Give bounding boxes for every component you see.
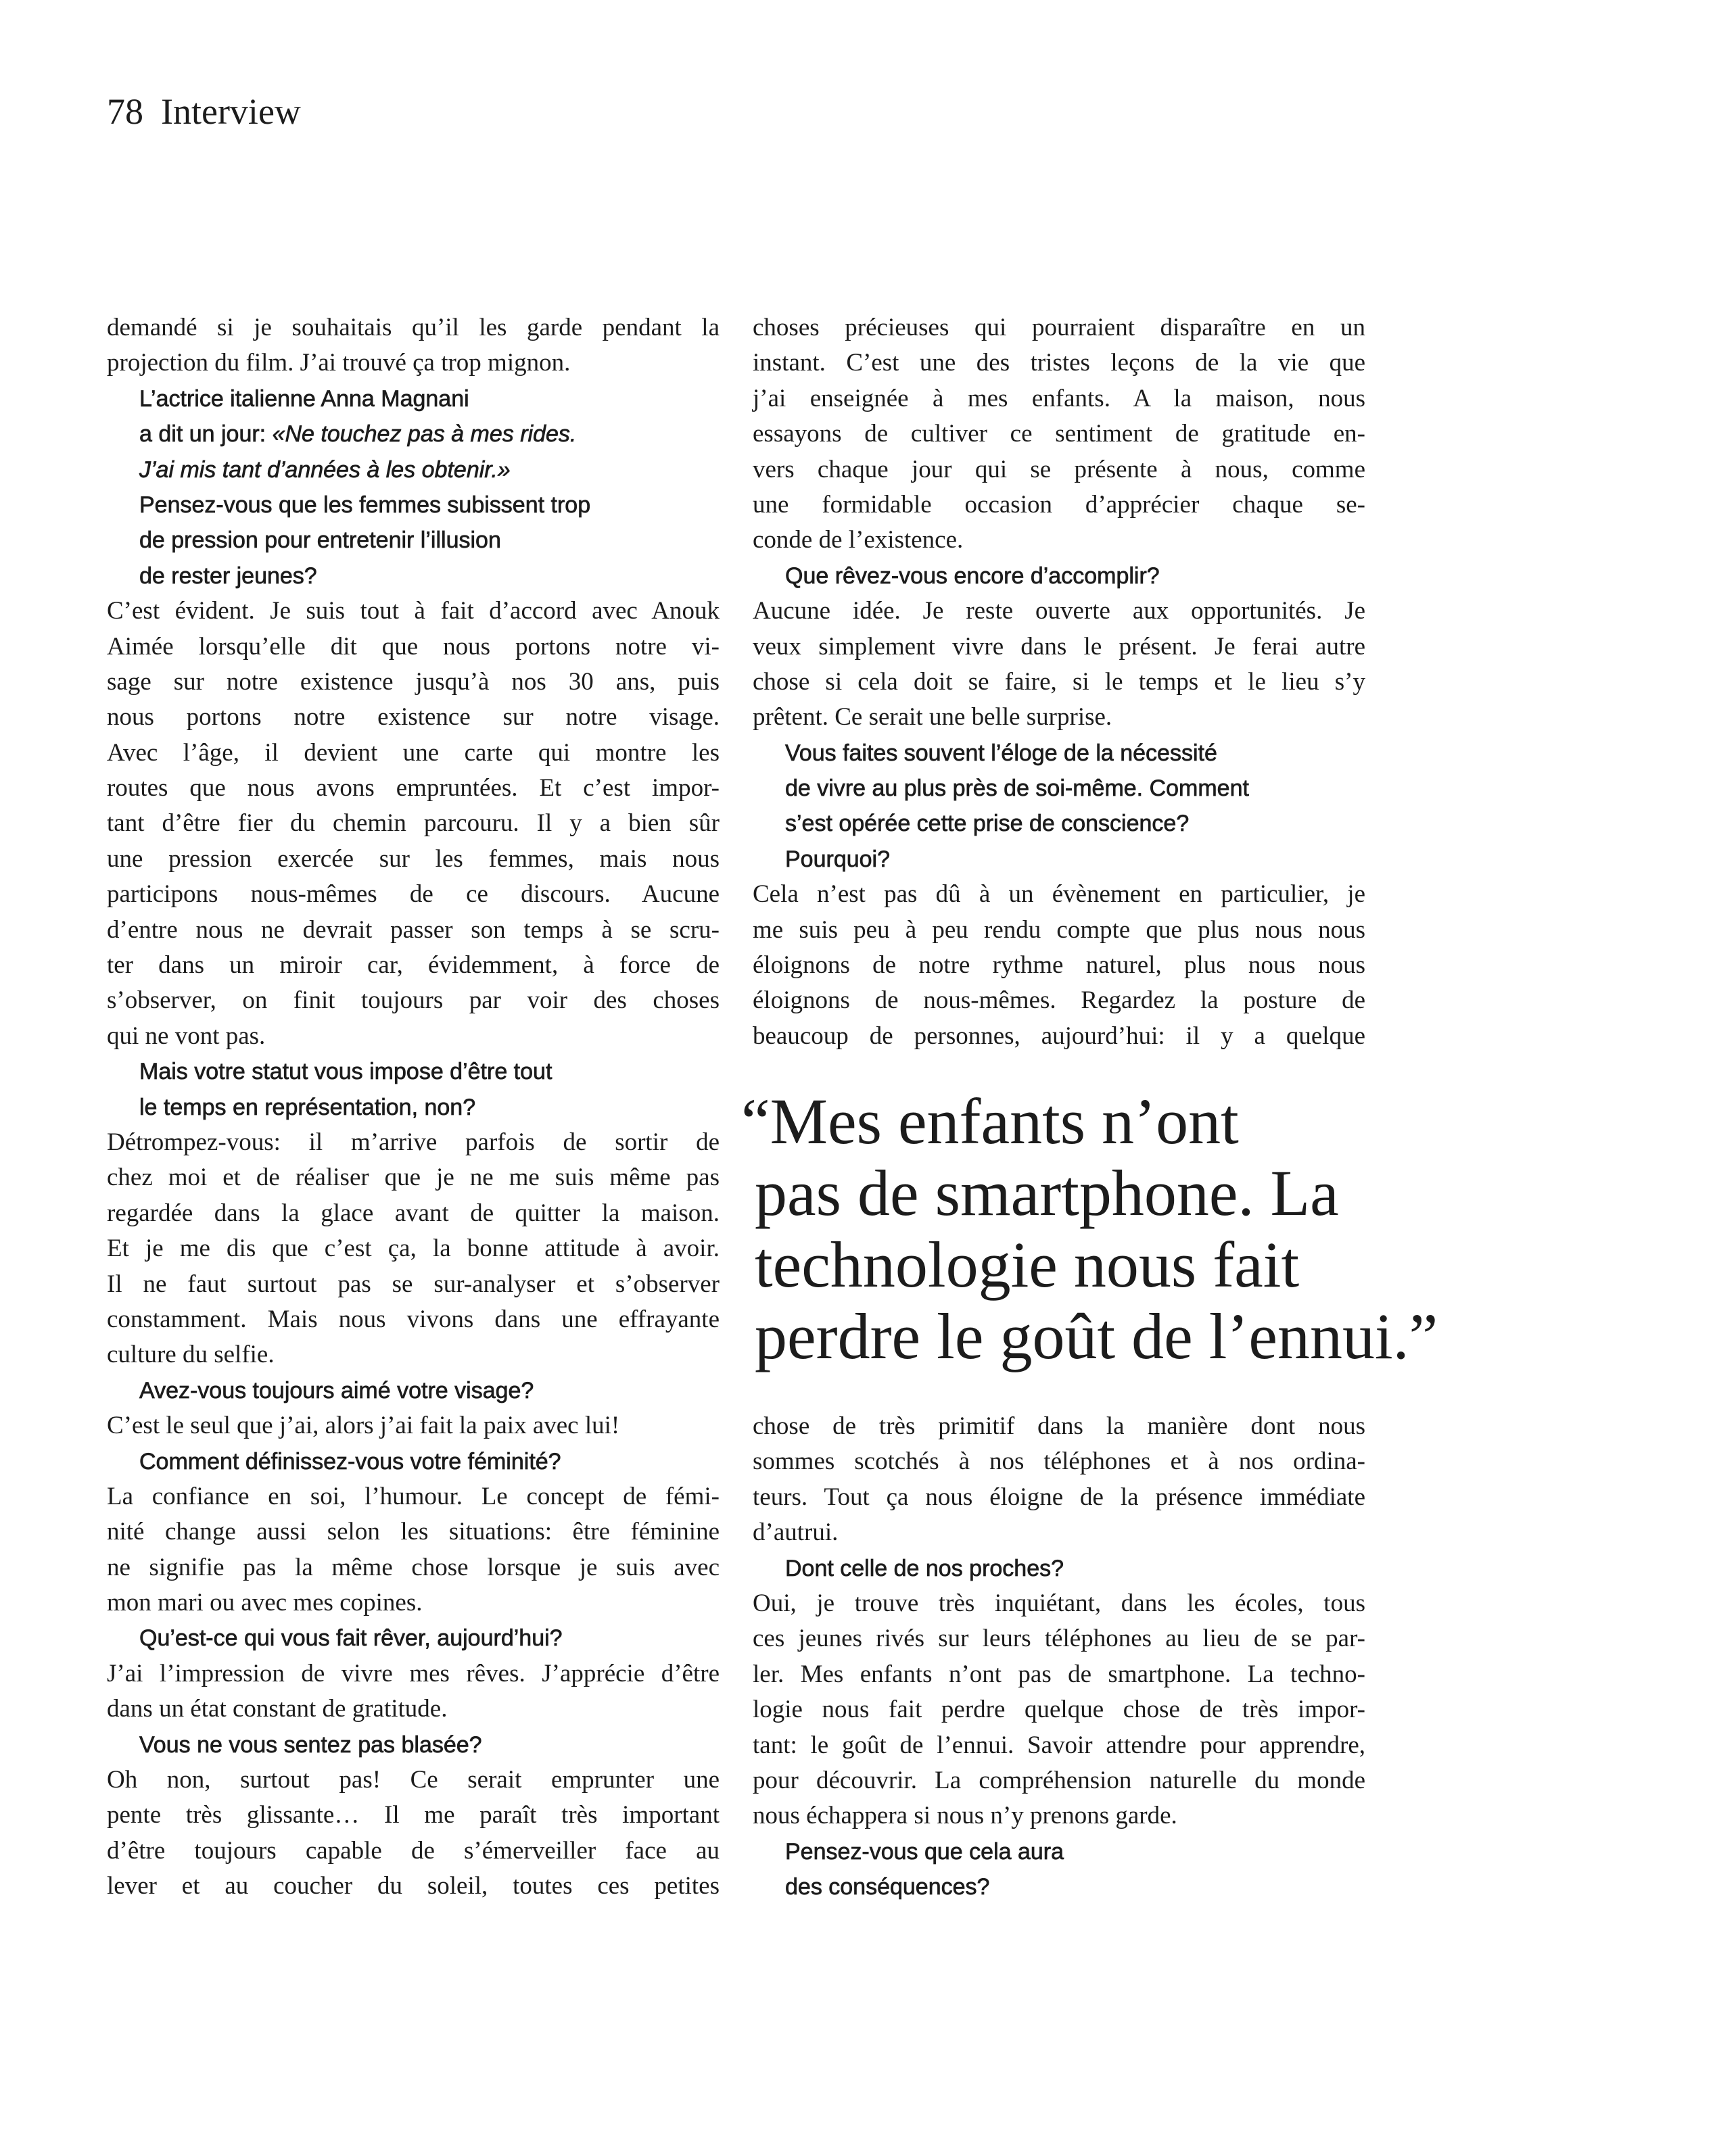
text-line: Aimée lorsqu’elle dit que nous portons notre vi-: [107, 632, 720, 661]
text-line: culture du selfie.: [107, 1341, 275, 1369]
text-line: [107, 452, 720, 487]
interview-question: [107, 1444, 720, 1479]
answer-paragraph: [753, 1409, 1365, 1551]
text-line: Pensez-vous que les femmes subissent trop: [139, 492, 591, 518]
text-line: Oui, je trouve très inquiétant, dans les écoles, tous: [753, 1589, 1365, 1617]
text-line: instant. C’est une des tristes leçons de la vie que: [753, 349, 1365, 377]
text-line: Avez-vous toujours aimé votre visage?: [139, 1377, 534, 1404]
interview-question: [107, 1054, 720, 1125]
text-line: s’est opérée cette prise de conscience?: [785, 811, 1190, 837]
text-line: d’être toujours capable de s’émerveiller face au: [107, 1836, 720, 1865]
text-line: éloignons de notre rythme naturel, plus nous nous: [753, 951, 1365, 980]
interview-question: [107, 1727, 720, 1763]
text-line: d’autrui.: [753, 1518, 839, 1547]
article-column-left: [107, 310, 720, 1905]
text-line: qui ne vont pas.: [107, 1022, 266, 1050]
text-line: routes que nous avons empruntées. Et c’est impor-: [107, 774, 720, 802]
quoted-text: J’ai mis tant d’années à les obtenir.»: [139, 456, 511, 483]
answer-paragraph: [107, 1408, 720, 1443]
answer-paragraph: [107, 1763, 720, 1905]
section-title: Interview: [161, 91, 301, 132]
quoted-text: «Ne touchez pas à mes rides.: [272, 421, 577, 448]
text-line: J’ai l’impression de vivre mes rêves. J’apprécie d’être: [107, 1659, 720, 1687]
text-line: tant d’être fier du chemin parcouru. Il y a bien sûr: [107, 809, 720, 838]
text-line: de vivre au plus près de soi-même. Comment: [785, 775, 1249, 802]
text-line: nité change aussi selon les situations: être féminine: [107, 1518, 720, 1546]
text-line: Il ne faut surtout pas se sur-analyser et s’observer: [107, 1270, 720, 1298]
text-line: essayons de cultiver ce sentiment de gratitude en-: [753, 420, 1365, 448]
text-line: lever et au coucher du soleil, toutes ces petites: [107, 1872, 720, 1900]
text-line: regardée dans la glace avant de quitter la maison.: [107, 1199, 720, 1227]
answer-paragraph: [107, 1656, 720, 1727]
text-line: des conséquences?: [785, 1874, 990, 1900]
text-line: le temps en représentation, non?: [139, 1094, 476, 1120]
text-line: sommes scotchés à nos téléphones et à nos ordina-: [753, 1447, 1365, 1476]
text-line: éloignons de nous-mêmes. Regardez la posture de: [753, 986, 1365, 1015]
text-line: ne signifie pas la même chose lorsque je suis avec: [107, 1553, 720, 1581]
text-line: projection du film. J’ai trouvé ça trop mignon.: [107, 349, 571, 377]
text-line: Pourquoi?: [785, 846, 891, 872]
interview-question: [753, 1551, 1365, 1586]
text-line: une formidable occasion d’apprécier chaque se-: [753, 490, 1365, 519]
text-line: dans un état constant de gratitude.: [107, 1695, 448, 1723]
pull-quote-line: pas de smartphone. La: [755, 1157, 1339, 1229]
answer-paragraph: [107, 1125, 720, 1373]
text-line: choses précieuses qui pourraient disparaître en un: [753, 314, 1365, 341]
text-line: une pression exercée sur les femmes, mais nous: [107, 844, 720, 873]
text-line: Qu’est-ce qui vous fait rêver, aujourd’hui?: [139, 1625, 563, 1652]
text-line: ter dans un miroir car, évidemment, à force de: [107, 951, 720, 980]
text-line: prêtent. Ce serait une belle surprise.: [753, 703, 1112, 732]
text-line: Mais votre statut vous impose d’être tout: [139, 1059, 552, 1085]
text-line: Vous faites souvent l’éloge de la nécessité: [785, 740, 1217, 766]
pull-quote-line: “Mes enfants n’ont: [741, 1085, 1239, 1157]
text-line: tant: le goût de l’ennui. Savoir attendre pour apprendre,: [753, 1731, 1365, 1759]
text-line: nous échappera si nous n’y prenons garde.: [753, 1802, 1177, 1830]
text-line: vers chaque jour qui se présente à nous, comme: [753, 455, 1365, 483]
text-line: d’entre nous ne devrait passer son temps à se scru-: [107, 915, 720, 944]
text-line: Avec l’âge, il devient une carte qui montre les: [107, 738, 720, 767]
text-line: C’est le seul que j’ai, alors j’ai fait la paix avec lui!: [107, 1412, 620, 1440]
answer-paragraph: [753, 594, 1365, 736]
interview-question: [107, 1621, 720, 1656]
interview-question: [107, 1373, 720, 1408]
text-line: La confiance en soi, l’humour. Le concept de fémi-: [107, 1482, 720, 1510]
article-column-right-bottom: [753, 1409, 1365, 1905]
answer-paragraph: [107, 1479, 720, 1621]
pull-quote: [741, 1086, 1485, 1372]
text-line: de rester jeunes?: [139, 562, 317, 589]
text-line: Et je me dis que c’est ça, la bonne attitude à avoir.: [107, 1235, 720, 1263]
text-line: ces jeunes rivés sur leurs téléphones au lieu de se par-: [753, 1625, 1365, 1653]
answer-paragraph: [753, 877, 1365, 1054]
article-column-right-top: [753, 310, 1365, 1054]
text-line: logie nous fait perdre quelque chose de très impor-: [753, 1696, 1365, 1724]
text-segment: a dit un jour:: [139, 421, 273, 448]
interview-question: [753, 558, 1365, 594]
answer-paragraph: [753, 310, 1365, 558]
text-line: C’est évident. Je suis tout à fait d’accord avec Anouk: [107, 597, 720, 625]
text-line: [107, 416, 720, 452]
pull-quote-line: technologie nous fait: [755, 1228, 1300, 1301]
text-line: constamment. Mais nous vivons dans une effrayante: [107, 1305, 720, 1333]
text-line: participons nous-mêmes de ce discours. Aucune: [107, 880, 720, 909]
text-line: mon mari ou avec mes copines.: [107, 1589, 423, 1617]
text-line: s’observer, on finit toujours par voir des choses: [107, 986, 720, 1015]
text-line: nous portons notre existence sur notre visage.: [107, 703, 720, 732]
text-line: pour découvrir. La compréhension naturelle du monde: [753, 1766, 1365, 1794]
interview-question: [753, 736, 1365, 878]
text-line: sage sur notre existence jusqu’à nos 30 ans, puis: [107, 667, 720, 696]
text-line: chose si cela doit se faire, si le temps et le lieu s’y: [753, 667, 1365, 696]
text-line: Cela n’est pas dû à un évènement en particulier, je: [753, 880, 1365, 909]
text-line: Comment définissez-vous votre féminité?: [139, 1448, 561, 1475]
text-line: de pression pour entretenir l’illusion: [139, 527, 501, 554]
text-line: Aucune idée. Je reste ouverte aux opportunités. Je: [753, 597, 1365, 625]
pull-quote-line: perdre le goût de l’ennui.”: [755, 1300, 1438, 1372]
interview-question: [107, 381, 720, 594]
answer-paragraph: [753, 1586, 1365, 1834]
text-line: demandé si je souhaitais qu’il les garde pendant la: [107, 314, 720, 341]
text-line: Que rêvez-vous encore d’accomplir?: [785, 562, 1160, 589]
answer-paragraph: [107, 310, 720, 381]
text-line: Détrompez-vous: il m’arrive parfois de sortir de: [107, 1128, 720, 1156]
text-line: pente très glissante… Il me paraît très important: [107, 1801, 720, 1829]
text-line: Oh non, surtout pas! Ce serait emprunter une: [107, 1766, 720, 1794]
text-line: conde de l’existence.: [753, 526, 964, 554]
text-line: Vous ne vous sentez pas blasée?: [139, 1731, 482, 1758]
text-line: ler. Mes enfants n’ont pas de smartphone. La techno-: [753, 1660, 1365, 1688]
text-line: veux simplement vivre dans le présent. Je ferai autre: [753, 632, 1365, 661]
text-line: Pensez-vous que cela aura: [785, 1838, 1064, 1865]
page-number: 78: [107, 91, 143, 132]
answer-paragraph: [107, 594, 720, 1054]
text-line: Dont celle de nos proches?: [785, 1555, 1064, 1581]
text-line: j’ai enseignée à mes enfants. A la maison, nous: [753, 384, 1365, 412]
interview-question: [753, 1834, 1365, 1905]
text-line: L’actrice italienne Anna Magnani: [139, 385, 469, 412]
page-header: [107, 88, 301, 135]
text-line: teurs. Tout ça nous éloigne de la présence immédiate: [753, 1483, 1365, 1511]
text-line: chez moi et de réaliser que je ne me suis même pas: [107, 1164, 720, 1192]
text-line: me suis peu à peu rendu compte que plus nous nous: [753, 915, 1365, 944]
text-line: beaucoup de personnes, aujourd’hui: il y a quelque: [753, 1022, 1365, 1050]
text-line: chose de très primitif dans la manière dont nous: [753, 1412, 1365, 1440]
